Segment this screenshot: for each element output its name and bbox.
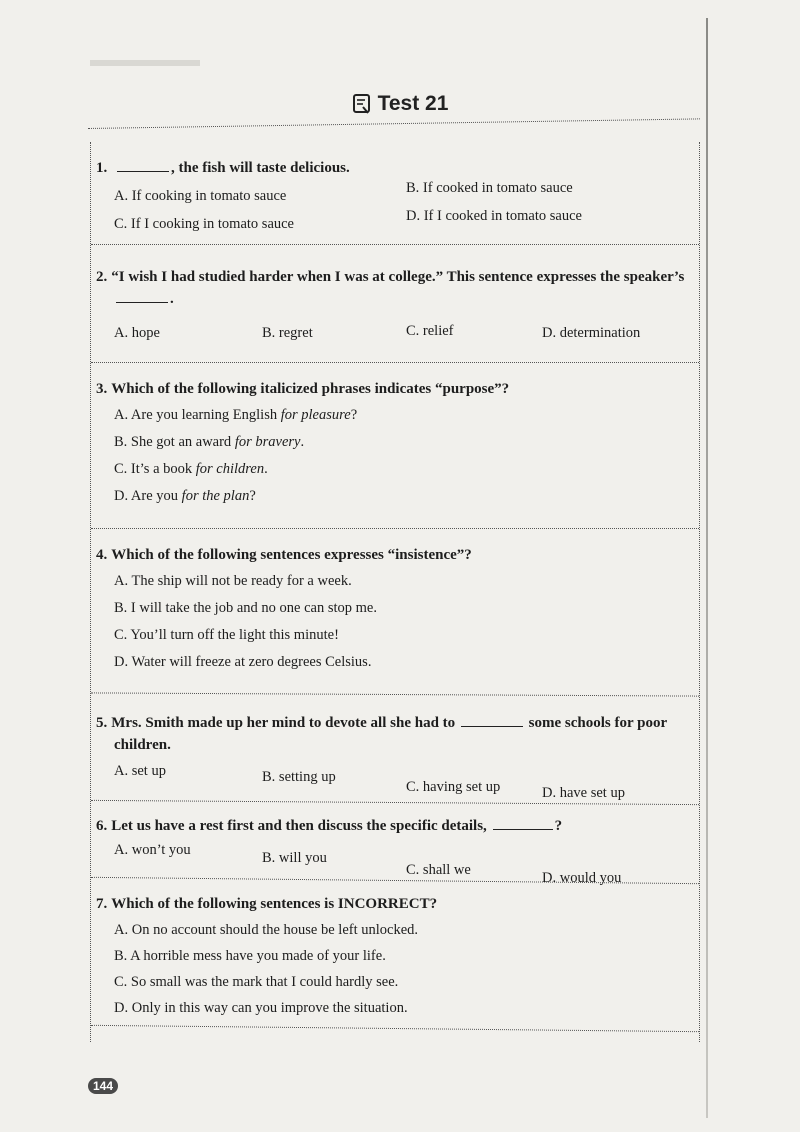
question-number: 3. xyxy=(96,381,108,397)
page-edge xyxy=(706,18,708,1118)
question-5 xyxy=(96,712,696,807)
option-c: C. having set up xyxy=(406,779,501,795)
header-strip xyxy=(90,60,200,66)
stem-text: Which of the following sentences is INCORRECT? xyxy=(111,896,438,912)
stem-text: Which of the following sentences expresses “insistence”? xyxy=(111,547,472,563)
option-a: A. If cooking in tomato sauce xyxy=(114,188,287,204)
option-b: B. A horrible mess have you made of your life. xyxy=(114,948,386,964)
option-a: A. On no account should the house be left unlocked. xyxy=(114,922,419,938)
question-6-stem xyxy=(96,815,696,837)
option-b: B. If cooked in tomato sauce xyxy=(406,180,573,196)
option-d: D. Are you for the plan? xyxy=(114,488,256,504)
stem-text: “I wish I had studied harder when I was at college.” This sentence expresses the speaker’s xyxy=(111,269,685,285)
option-c: C. relief xyxy=(406,323,454,339)
question-2-stem xyxy=(96,266,696,288)
question-number: 5. xyxy=(96,715,108,731)
stem-end-text: . xyxy=(170,291,174,307)
option-d: D. determination xyxy=(542,325,641,341)
stem-text: Let us have a rest first and then discuss the specific details, xyxy=(111,818,487,834)
answer-blank xyxy=(461,714,523,727)
option-a: A. The ship will not be ready for a week. xyxy=(114,573,352,589)
option-c: C. So small was the mark that I could hardly see. xyxy=(114,974,399,990)
option-b: B. I will take the job and no one can stop me. xyxy=(114,600,377,616)
question-2 xyxy=(96,266,696,366)
option-b: B. setting up xyxy=(262,769,336,785)
option-a: A. hope xyxy=(114,325,160,341)
question-number: 4. xyxy=(96,547,108,563)
option-a: A. set up xyxy=(114,763,166,779)
question-4-stem xyxy=(96,544,696,566)
page-number: 144 xyxy=(88,1078,118,1094)
question-6 xyxy=(96,815,696,895)
stem-text: Which of the following italicized phrases indicates “purpose”? xyxy=(111,381,510,397)
page-title xyxy=(352,92,449,116)
answer-blank xyxy=(116,290,168,303)
stem-text-after: some schools for poor xyxy=(528,715,668,731)
test-document-icon xyxy=(352,93,372,115)
option-d: D. Only in this way can you improve the situation. xyxy=(114,1000,408,1016)
question-number: 2. xyxy=(96,269,108,285)
question-1-stem xyxy=(96,157,696,179)
question-3-stem xyxy=(96,378,696,400)
question-5-stem xyxy=(96,712,696,734)
option-a: A. won’t you xyxy=(114,842,191,858)
title-text: Test 21 xyxy=(377,92,449,115)
separator-3 xyxy=(91,528,699,529)
question-2-stem-end xyxy=(114,288,696,310)
question-7-stem xyxy=(96,893,696,915)
option-a: A. Are you learning English for pleasure? xyxy=(114,407,358,423)
option-c: C. shall we xyxy=(406,862,471,878)
option-d: D. Water will freeze at zero degrees Celsius. xyxy=(114,654,372,670)
option-d: D. have set up xyxy=(542,785,625,801)
answer-blank xyxy=(493,817,553,830)
stem-text: Mrs. Smith made up her mind to devote all she had to xyxy=(111,715,456,731)
answer-blank xyxy=(117,159,169,172)
question-number: 1. xyxy=(96,160,108,176)
option-c: C. If I cooking in tomato sauce xyxy=(114,216,294,232)
question-1 xyxy=(96,157,696,252)
question-5-stem-line2: children. xyxy=(114,737,171,753)
option-d: D. If I cooked in tomato sauce xyxy=(406,208,582,224)
question-4 xyxy=(96,544,696,694)
question-7 xyxy=(96,893,696,1043)
option-d: D. would you xyxy=(542,870,622,886)
question-number: 7. xyxy=(96,896,108,912)
option-b: B. will you xyxy=(262,850,327,866)
title-area xyxy=(0,92,800,120)
question-3 xyxy=(96,378,696,528)
question-number: 6. xyxy=(96,818,108,834)
option-c: C. You’ll turn off the light this minute! xyxy=(114,627,339,643)
option-c: C. It’s a book for children. xyxy=(114,461,268,477)
option-b: B. regret xyxy=(262,325,313,341)
stem-text: , the fish will taste delicious. xyxy=(171,160,350,176)
stem-text-after: ? xyxy=(554,818,563,834)
option-b: B. She got an award for bravery. xyxy=(114,434,305,450)
